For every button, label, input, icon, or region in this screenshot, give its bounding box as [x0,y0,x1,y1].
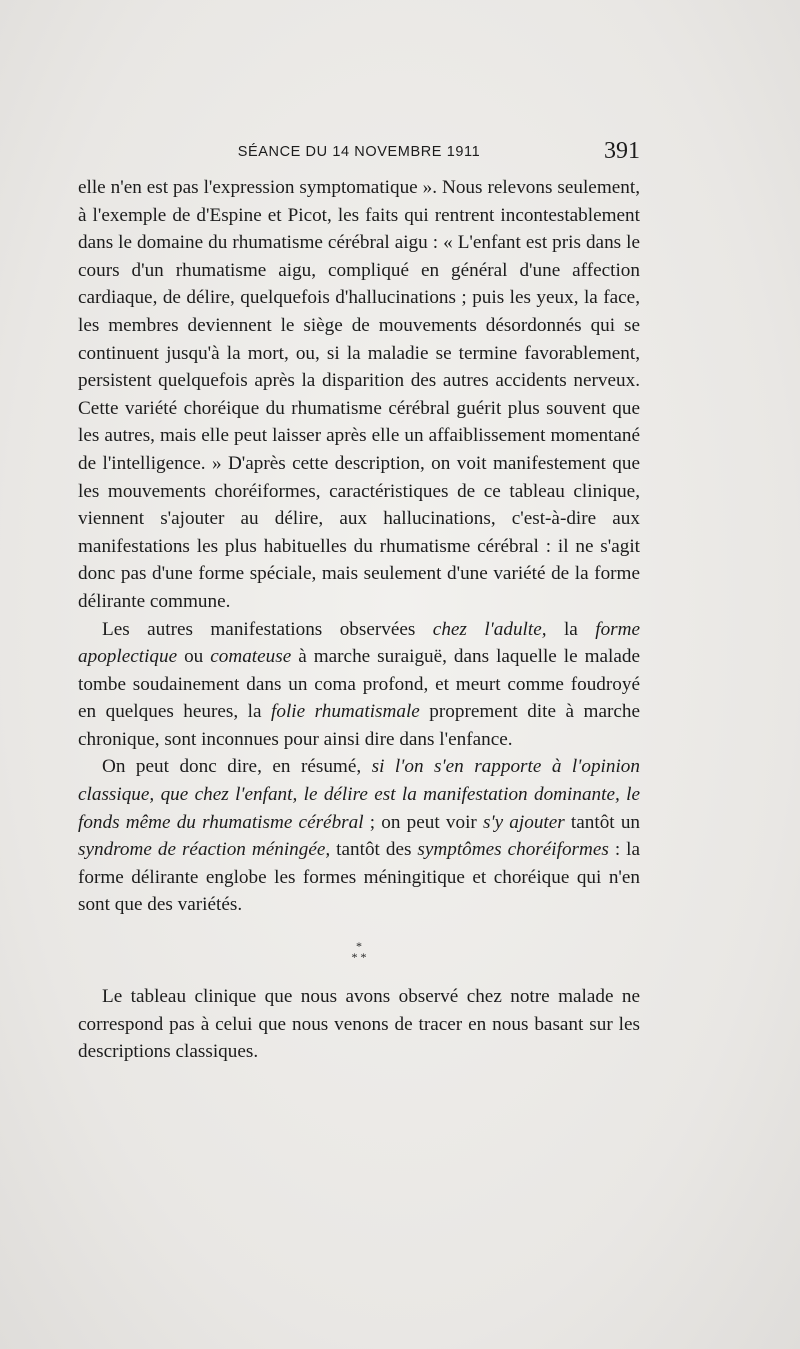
text-run: tantôt un [564,811,641,833]
asterism [78,941,640,963]
page-header [78,138,640,168]
text-run: tantôt des [330,839,418,861]
body-text [78,174,640,1066]
text-run: à marche suraiguë, dans laquelle le malade tombe soudainement dans un coma profond, et meurt comme foudroyé en quelques heures, la [78,646,640,723]
italic-text: forme apoplectique [78,618,640,668]
paragraph-group [78,174,640,919]
italic-text: comateuse [210,646,292,668]
text-run: On peut donc dire, en résumé, [102,756,372,778]
page-number: 391 [604,138,640,164]
paragraph-p4 [78,983,640,1066]
text-run: elle n'en est pas l'expression symptomatique ». Nous relevons seulement, à l'exemple de d'Espine et Picot, les faits qui rentrent incontestablement dans le domaine du rhumatisme cérébral aigu : « L'enfant est pris dans le cours d'un rhumatisme aigu, compliqué en général d'une affection cardiaque, de délire, quelquefois d'hallucinations ; puis les yeux, la face, les membres deviennent le siège de mouvements désordonnés qui se continuent jusqu'à la mort, ou, si la maladie se termine favorablement, persistent quelquefois après la disparition des autres accidents nerveux. Cette variété choréique du rhumatisme cérébral guérit plus souvent que les autres, mais elle peut laisser après elle un affaiblissement momentané de l'intelligence. » D'après cette description, on voit manifestement que les mouvements choréiformes, caractéristiques de ce tableau clinique, viennent s'ajouter au délire, aux hallucinations, c'est-à-dire aux manifestations les plus habituelles du rhumatisme cérébral : il ne s'agit donc pas d'une forme spéciale, mais seulement d'une variété de la forme délirante commune. [78,177,640,612]
closing-section [78,983,640,1066]
paragraph-p3 [78,753,640,919]
paragraph-p1 [78,174,640,616]
italic-text: chez l'adulte, [432,618,547,640]
italic-text: symptômes choréiformes [417,839,609,861]
text-run: ; on peut voir [363,811,484,833]
italic-text: si l'on s'en rapporte à l'opinion classique, que chez l'enfant, le délire est la manifestation dominante, le fonds même du rhumatisme cérébral [78,756,640,833]
text-run: ou [177,646,211,668]
text-run: Le tableau clinique que nous avons observé chez notre malade ne correspond pas à celui que nous venons de tracer en nous basant sur les descriptions classiques. [78,986,640,1063]
asterism-top: * [356,939,362,954]
text-run: : la forme délirante englobe les formes méningitique et choréique qui n'en sont que des variétés. [78,839,640,916]
italic-text: syndrome de réaction méningée, [78,839,331,861]
running-title: SÉANCE DU 14 NOVEMBRE 1911 [237,144,481,160]
italic-text: s'y ajouter [483,811,565,833]
text-run: proprement dite à marche chronique, sont inconnues pour ainsi dire dans l'enfance. [78,701,640,750]
text-run: Les autres manifestations observées [102,618,433,640]
asterism-bottom: * * [351,950,367,965]
paragraph-p2 [78,616,640,754]
italic-text: folie rhumatismale [271,701,420,723]
text-run: la [546,618,596,640]
